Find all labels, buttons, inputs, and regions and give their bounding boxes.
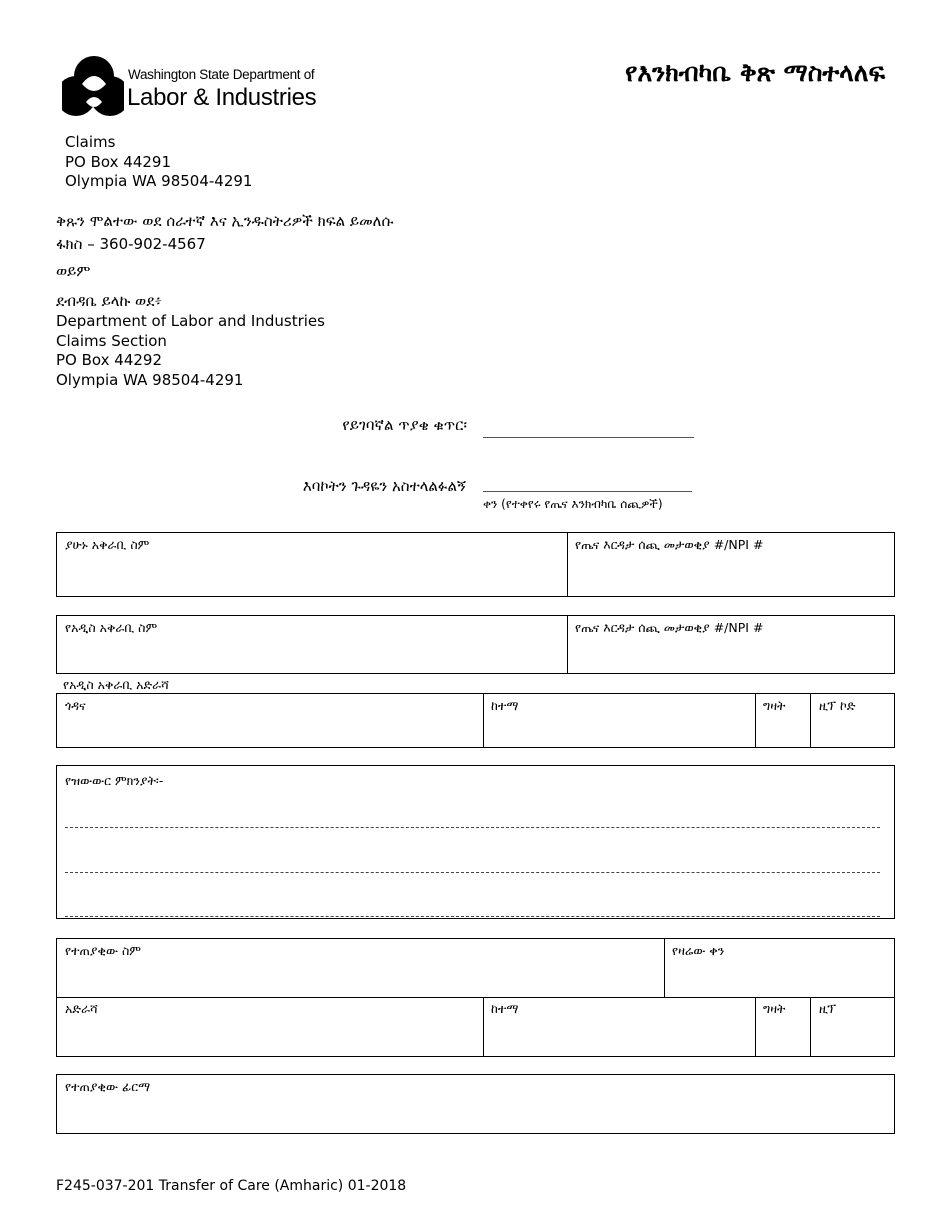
new-provider-box — [56, 615, 895, 674]
logo-line1: Washington State Department of — [128, 67, 315, 82]
claim-number-label: የይገባኛል ጥያቄ ቁጥር፡ — [342, 416, 467, 434]
state-label: ግዛት — [763, 698, 786, 713]
return-instruction: ቅጹን ሞልተው ወደ ሰራተኛ እና ኢንዱስትሪዎች ክፍል ይመለሱ — [56, 212, 394, 230]
transfer-date-field[interactable] — [483, 491, 692, 492]
new-provider-npi-label: የጤና እርዳታ ሰጪ መታወቂያ #/NPI # — [575, 620, 764, 635]
street-field[interactable] — [57, 694, 483, 747]
city-label: ከተማ — [491, 698, 519, 713]
form-title: የእንክብካቤ ቅጽ ማስተላለፍ — [625, 58, 885, 87]
current-provider-npi-label: የጤና እርዳታ ሰጪ መታወቂያ #/NPI # — [575, 537, 764, 552]
new-provider-npi-field[interactable] — [568, 616, 894, 673]
or-text: ወይም — [56, 262, 91, 280]
new-provider-name-field[interactable] — [57, 616, 567, 673]
claims-address — [65, 133, 252, 192]
current-provider-name-field[interactable] — [57, 533, 567, 596]
claimant-city-field[interactable] — [484, 998, 755, 1056]
claimant-zip-label: ዚፕ — [819, 1001, 837, 1016]
new-provider-address-box — [56, 693, 895, 748]
zip-label: ዚፕ ኮድ — [819, 698, 856, 713]
transfer-date-caption: ቀን (የተቀየሩ የጤና እንክብካቤ ሰጪዎች) — [483, 497, 663, 511]
today-date-field[interactable] — [665, 939, 894, 997]
mail-to-label: ደብዳቤ ይላኩ ወደ፥ — [56, 292, 163, 310]
claimant-name-label: የተጠያቂው ስም — [65, 943, 141, 958]
claimant-zip-field[interactable] — [811, 998, 894, 1056]
new-provider-name-label: የአዲስ አቅራቢ ስም — [65, 620, 158, 635]
reason-label: የዝውውር ምክንያት፡- — [65, 773, 164, 788]
mail-address — [56, 312, 325, 390]
state-field[interactable] — [756, 694, 810, 747]
signature-label: የተጠያቂው ፊርማ — [65, 1079, 151, 1094]
reason-line[interactable] — [65, 872, 880, 873]
claimant-address-label: አድራሻ — [65, 1001, 98, 1016]
claims-address-line: PO Box 44291 — [65, 152, 171, 171]
claims-address-line: Claims — [65, 133, 116, 151]
mail-address-line: PO Box 44292 — [56, 351, 162, 369]
reason-line[interactable] — [65, 916, 880, 917]
claimant-state-label: ግዛት — [763, 1001, 786, 1016]
logo-line2: Labor & Industries — [127, 84, 317, 111]
claim-number-field[interactable] — [483, 437, 694, 438]
current-provider-name-label: ያሁኑ አቅራቢ ስም — [65, 537, 150, 552]
transfer-request-label: እባኮትን ጉዳዬን አስተላልፉልኝ — [302, 477, 466, 495]
claims-address-line: Olympia WA 98504-4291 — [65, 172, 253, 190]
reason-box — [56, 765, 895, 919]
mail-address-line: Olympia WA 98504-4291 — [56, 370, 244, 389]
claimant-address-field[interactable] — [57, 998, 483, 1056]
signature-field[interactable] — [57, 1075, 894, 1133]
current-provider-box — [56, 532, 895, 597]
claimant-city-label: ከተማ — [491, 1001, 519, 1016]
zip-field[interactable] — [811, 694, 894, 747]
new-provider-address-heading: የአዲስ አቅራቢ አድራሻ — [63, 677, 169, 692]
today-date-label: የዛሬው ቀን — [672, 943, 725, 958]
mail-address-line: Department of Labor and Industries — [56, 312, 325, 330]
fax-number: ፋክስ – 360-902-4567 — [56, 235, 206, 253]
current-provider-npi-field[interactable] — [568, 533, 894, 596]
street-label: ጎዳና — [65, 698, 86, 713]
claimant-box — [56, 938, 895, 1057]
reason-line[interactable] — [65, 827, 880, 828]
signature-box — [56, 1074, 895, 1134]
claimant-name-field[interactable] — [57, 939, 664, 997]
city-field[interactable] — [484, 694, 755, 747]
lni-logo-mark-icon — [62, 54, 124, 118]
mail-address-line: Claims Section — [56, 331, 167, 350]
claimant-state-field[interactable] — [756, 998, 810, 1056]
form-id-footer: F245-037-201 Transfer of Care (Amharic) 01-2018 — [56, 1178, 407, 1194]
